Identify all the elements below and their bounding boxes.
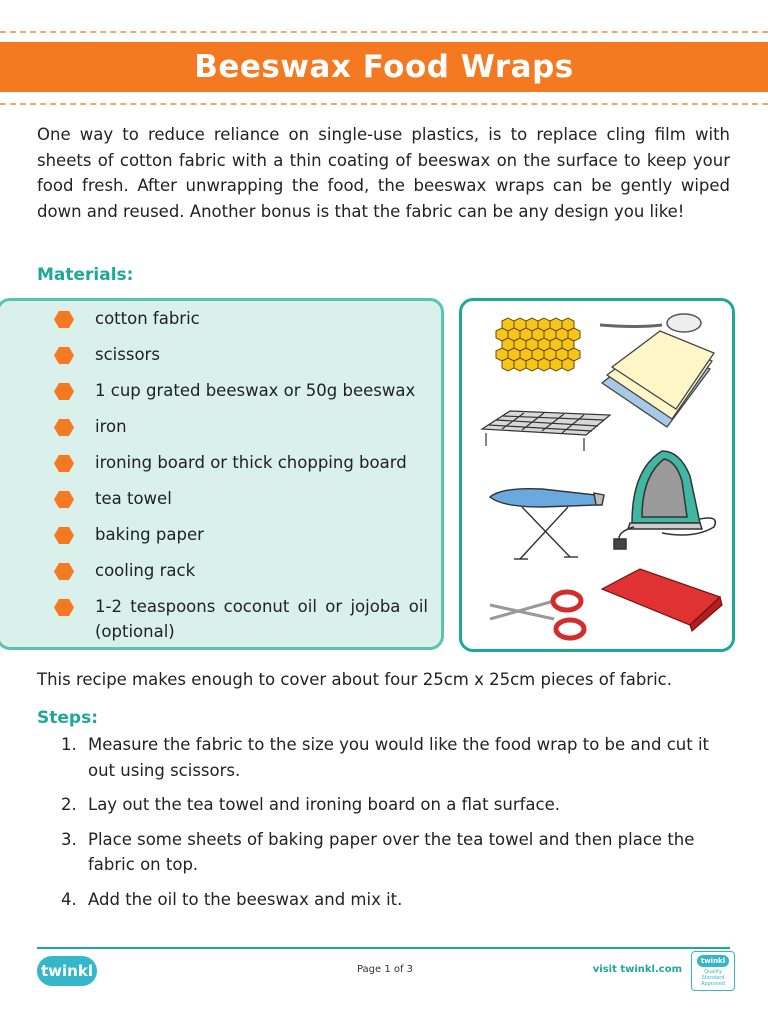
badge-text: Quality Standard Approved (701, 969, 725, 987)
twinkl-logo[interactable]: twinkl (37, 956, 97, 986)
red-cloth-icon (602, 569, 722, 631)
ironing-board-icon (490, 489, 604, 559)
materials-illustration-panel (459, 298, 735, 652)
spoon-icon (600, 314, 701, 332)
page-title: Beeswax Food Wraps (194, 49, 574, 85)
list-item: ironing board or thick chopping board (0, 450, 440, 486)
iron-icon (614, 451, 715, 549)
hexagon-bullet-icon (54, 311, 74, 328)
hexagon-bullet-icon (54, 527, 74, 544)
cooling-rack-icon (482, 411, 610, 451)
list-item: cooling rack (0, 558, 440, 594)
hexagon-bullet-icon (54, 491, 74, 508)
page-number: Page 1 of 3 (356, 964, 414, 975)
footer-divider (37, 947, 730, 949)
visit-link[interactable]: visit twinkl.com (592, 964, 682, 975)
quality-badge (691, 951, 735, 991)
list-item (37, 792, 730, 818)
honeycomb-icon (496, 318, 580, 371)
step-text: Measure the fabric to the size you would like the food wrap to be and cut it out using scissors. (88, 735, 709, 780)
hexagon-bullet-icon (54, 383, 74, 400)
fabric-stack-icon (602, 331, 714, 427)
hexagon-bullet-icon (54, 455, 74, 472)
list-item: cotton fabric (0, 306, 440, 342)
step-text: Lay out the tea towel and ironing board on a flat surface. (88, 795, 561, 815)
step-number: 4. (61, 889, 77, 909)
step-number: 2. (61, 795, 77, 815)
step-number: 3. (61, 829, 77, 849)
step-number: 1. (61, 735, 77, 754)
recipe-note: This recipe makes enough to cover about four 25cm x 25cm pieces of fabric. (37, 670, 672, 689)
list-item (37, 887, 730, 913)
step-text: Place some sheets of baking paper over the tea towel and then place the fabric on top. (88, 829, 695, 875)
materials-list (0, 306, 440, 654)
bottom-dashed-line (0, 103, 768, 105)
list-item: baking paper (0, 522, 440, 558)
top-dashed-line (0, 31, 768, 33)
badge-logo: twinkl (697, 955, 729, 967)
scissors-icon (490, 592, 584, 638)
steps-heading: Steps: (37, 708, 98, 728)
list-item: scissors (0, 342, 440, 378)
list-item: 1 cup grated beeswax or 50g beeswax (0, 378, 440, 414)
title-banner (0, 42, 768, 92)
step-text: Add the oil to the beeswax and mix it. (88, 889, 403, 909)
hexagon-bullet-icon (54, 419, 74, 436)
list-item: iron (0, 414, 440, 450)
list-item (37, 732, 730, 783)
hexagon-bullet-icon (54, 347, 74, 364)
list-item: tea towel (0, 486, 440, 522)
materials-heading: Materials: (37, 265, 134, 285)
materials-illustration (462, 301, 732, 649)
list-item: 1-2 teaspoons coconut oil or jojoba oil (optional) (0, 594, 440, 654)
intro-paragraph: One way to reduce reliance on single-use plastics, is to replace cling film with sheets of cotton fabric with a thin coating of beeswax on the surface to keep your food fresh. After unwrapping the food, the beeswax wraps can be gently wiped down and reused. Another bonus is that the fabric can be any design you like! (37, 125, 730, 221)
hexagon-bullet-icon (54, 563, 74, 580)
list-item (37, 827, 730, 878)
steps-list (37, 732, 730, 922)
hexagon-bullet-icon (54, 599, 74, 616)
